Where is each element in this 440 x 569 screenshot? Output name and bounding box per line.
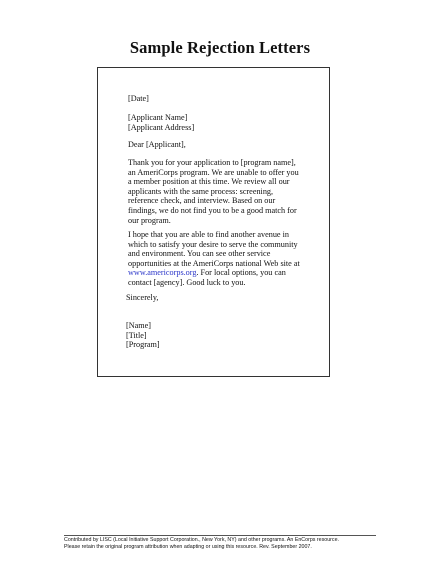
paragraph-two-line: and environment. You can see other service (128, 249, 271, 259)
paragraph-two-line: contact [agency]. Good luck to you. (128, 277, 246, 287)
paragraph-two-line: which to satisfy your desire to serve the community (128, 239, 298, 249)
paragraph-one-line: findings, we do not find you to be a good match for (128, 205, 297, 215)
footer-line-2: Please retain the original program attribution when adapting or using this resource. Rev. September 2007. (64, 544, 312, 550)
signature-block (126, 321, 326, 350)
after-link-text: . For local options, you can (196, 268, 286, 278)
page-title: Sample Rejection Letters (129, 38, 311, 57)
paragraph-one-line: applicants with the same process: screening, (128, 186, 274, 196)
salutation: Dear [Applicant], (128, 140, 186, 149)
closing: Sincerely, (126, 293, 159, 302)
paragraph-one-line: our program. (128, 215, 171, 225)
applicant-address: [Applicant Address] (128, 122, 195, 132)
americorps-link[interactable]: www.americorps.org (128, 268, 197, 278)
paragraph-one-line: a member position at this time. We review all our (128, 177, 290, 187)
applicant-name: [Applicant Name] (128, 113, 188, 122)
paragraph-one (128, 158, 328, 225)
paragraph-one-line: reference check, and interview. Based on our (128, 196, 276, 206)
paragraph-two-link-line (128, 268, 328, 278)
footer (64, 537, 384, 551)
applicant-block (128, 113, 328, 132)
paragraph-two (128, 230, 328, 288)
footer-divider (64, 535, 376, 536)
footer-line-1: Contributed by LISC (Local Initiative Support Corporation., New York, NY) and other programs. An EnCorps resource. (64, 537, 339, 543)
signature-name: [Name] (126, 321, 152, 330)
paragraph-one-line: Thank you for your application to [program name], (128, 158, 296, 167)
letter-date: [Date] (128, 94, 149, 103)
signature-title: [Title] (126, 330, 147, 340)
paragraph-two-line: I hope that you are able to find another avenue in (128, 230, 289, 239)
signature-program: [Program] (126, 340, 160, 350)
paragraph-two-line: opportunities at the AmeriCorps national Web site at (128, 258, 300, 268)
paragraph-one-line: an AmeriCorps program. We are unable to offer you (128, 167, 299, 177)
